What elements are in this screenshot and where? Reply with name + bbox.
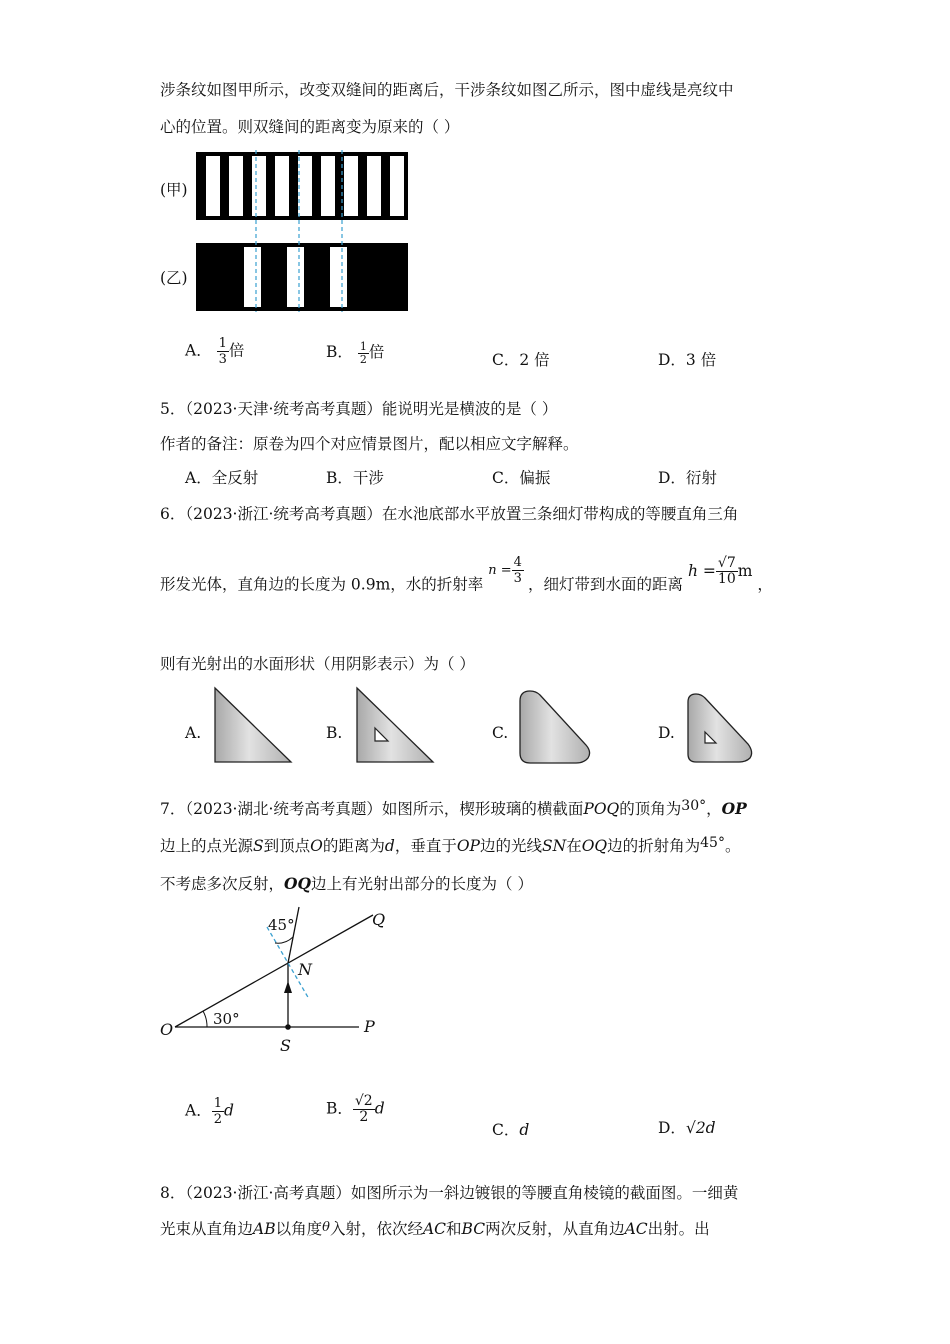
q6-option-d-shape[interactable]	[686, 692, 754, 764]
q7-line2: 边上的点光源S到顶点O的距离为d，垂直于OP边的光线SN在OQ边的折射角为45°。	[160, 835, 741, 855]
fig-label-n: N	[298, 960, 312, 979]
q5-line1: 5．（2023·天津·统考高考真题）能说明光是横波的是（ ）	[160, 400, 558, 418]
q4-line2: 心的位置。则双缝间的距离变为原来的（ ）	[160, 118, 460, 136]
bright-fringe-dashed-lines	[196, 150, 408, 312]
q6-option-b-shape[interactable]	[355, 686, 435, 764]
q6-option-a-shape[interactable]	[213, 686, 293, 764]
frac-1-2: $\frac{1}{2}$	[359, 339, 367, 366]
q4-option-a[interactable]: A． $\frac{1}{3}$ 倍	[185, 336, 245, 367]
q7-line1: 7．（2023·湖北·统考高考真题）如图所示，楔形玻璃的横截面POQ的顶角为30°，OP	[160, 798, 747, 818]
q6-option-d-label[interactable]: D.	[658, 724, 675, 742]
q6-option-c-shape[interactable]	[518, 689, 592, 765]
fig-label-o: O	[160, 1020, 174, 1039]
q7-option-a[interactable]: A． $\frac{1}{2}$ d	[185, 1096, 234, 1127]
q5-option-d[interactable]: D．衍射	[658, 469, 717, 487]
frac-1-3: $\frac{1}{3}$	[218, 336, 227, 367]
q5-option-b[interactable]: B．干涉	[326, 469, 384, 487]
q7-option-c[interactable]: C．d	[492, 1121, 530, 1139]
q5-option-a[interactable]: A．全反射	[185, 469, 259, 487]
fig-label-q: Q	[372, 910, 386, 929]
q6-option-c-label[interactable]: C.	[492, 724, 509, 742]
q8-line2: 光束从直角边AB以角度θ入射，依次经AC和BC两次反射，从直角边AC出射。出	[160, 1220, 710, 1238]
frac-h: $\frac{√7}{10}$	[717, 555, 736, 587]
frac-1-2-d: $\frac{1}{2}$	[213, 1096, 222, 1127]
q4-option-b[interactable]: B． $\frac{1}{2}$ 倍	[326, 339, 385, 366]
fig-label-p: P	[364, 1017, 375, 1036]
q5-option-c[interactable]: C．偏振	[492, 469, 551, 487]
fig-label-45: 45°	[268, 916, 295, 934]
q6-option-b-label[interactable]: B.	[326, 724, 343, 742]
q7-option-d[interactable]: D．√2d	[658, 1119, 716, 1137]
q8-line1: 8．（2023·浙江·高考真题）如图所示为一斜边镀银的等腰直角棱镜的截面图。一细黄	[160, 1184, 739, 1202]
q7-line3: 不考虑多次反射，OQ边上有光射出部分的长度为（ ）	[160, 874, 533, 893]
fig-label-s: S	[280, 1036, 291, 1055]
label-jia: (甲)	[160, 181, 188, 199]
q6-line1: 6．（2023·浙江·统考高考真题）在水池底部水平放置三条细灯带构成的等腰直角三角	[160, 505, 739, 523]
frac-n: $\frac{4}{3}$	[513, 554, 522, 586]
q4-option-c[interactable]: C．2 倍	[492, 351, 550, 369]
q4-line1: 涉条纹如图甲所示，改变双缝间的距离后，干涉条纹如图乙所示，图中虚线是亮纹中	[160, 81, 734, 99]
q6-line2: 形发光体，直角边的长度为 0.9m，水的折射率 $^{n = \frac{4}{3}}$ ，细灯带到水面的距离 h = $\frac{√7}{10}$ m ，	[160, 554, 773, 594]
frac-sqrt2-2-d: $\frac{√2}{2}$	[354, 1093, 373, 1125]
q6-option-a-label[interactable]: A.	[185, 724, 202, 742]
label-yi: (乙)	[160, 269, 188, 287]
fig-label-30: 30°	[213, 1010, 240, 1028]
q5-line2: 作者的备注：原卷为四个对应情景图片，配以相应文字解释。	[160, 435, 579, 453]
q4-option-d[interactable]: D．3 倍	[658, 351, 717, 369]
q6-line3: 则有光射出的水面形状（用阴影表示）为（ ）	[160, 655, 475, 673]
q7-option-b[interactable]: B． $\frac{√2}{2}$ d	[326, 1093, 385, 1125]
